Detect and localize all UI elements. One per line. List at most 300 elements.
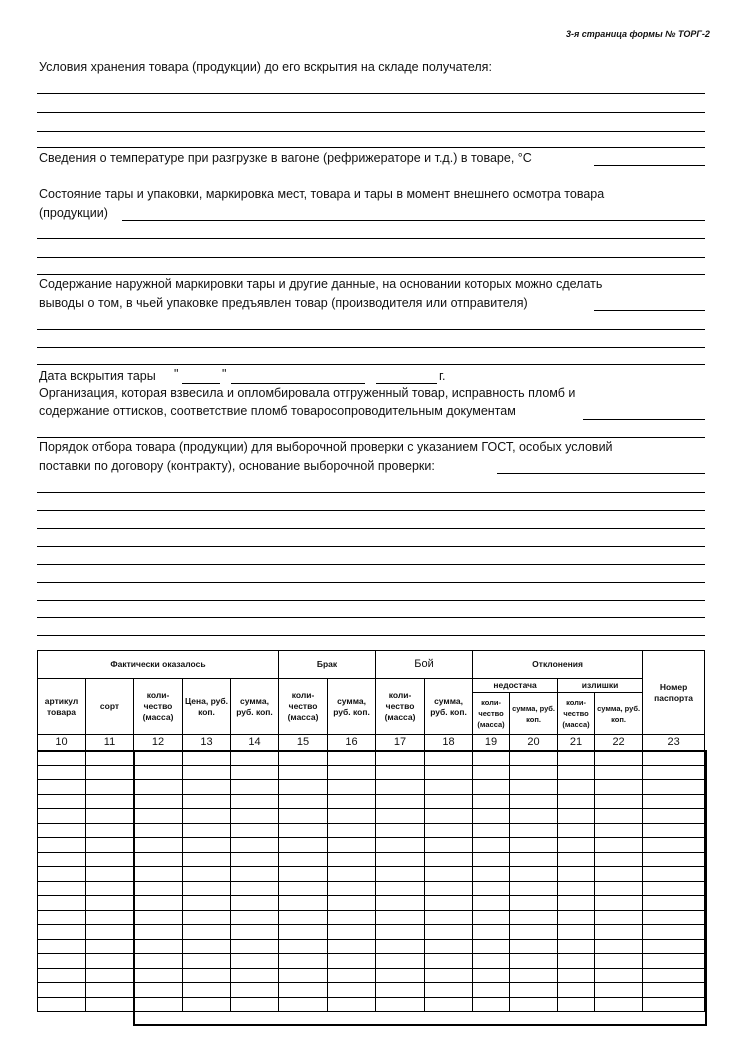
table-cell[interactable]: [595, 809, 643, 824]
table-cell[interactable]: [134, 780, 183, 795]
table-cell[interactable]: [38, 881, 86, 896]
table-cell[interactable]: [558, 852, 595, 867]
table-cell[interactable]: [510, 910, 558, 925]
table-cell[interactable]: [425, 765, 473, 780]
table-cell[interactable]: [279, 751, 328, 766]
table-cell[interactable]: [510, 939, 558, 954]
col-number: 10: [38, 735, 86, 751]
table-cell[interactable]: [328, 794, 376, 809]
table-cell[interactable]: [231, 751, 279, 766]
table-cell[interactable]: [183, 751, 231, 766]
sampling-line-2[interactable]: [37, 510, 705, 511]
table-cell[interactable]: [558, 823, 595, 838]
table-cell[interactable]: [231, 925, 279, 940]
table-cell[interactable]: [643, 867, 705, 882]
table-cell[interactable]: [473, 910, 510, 925]
table-cell[interactable]: [425, 809, 473, 824]
table-cell[interactable]: [231, 809, 279, 824]
table-cell[interactable]: [279, 780, 328, 795]
table-cell[interactable]: [595, 925, 643, 940]
table-cell[interactable]: [643, 939, 705, 954]
table-cell[interactable]: [183, 867, 231, 882]
table-cell[interactable]: [231, 881, 279, 896]
table-cell[interactable]: [425, 968, 473, 983]
table-cell[interactable]: [643, 925, 705, 940]
column-numbers-row: [38, 735, 705, 751]
table-cell[interactable]: [231, 794, 279, 809]
table-cell[interactable]: [279, 910, 328, 925]
table-cell[interactable]: [558, 954, 595, 969]
table-cell[interactable]: [279, 838, 328, 853]
table-cell[interactable]: [473, 925, 510, 940]
table-cell[interactable]: [134, 997, 183, 1012]
table-cell[interactable]: [328, 838, 376, 853]
table-cell[interactable]: [134, 852, 183, 867]
table-cell[interactable]: [328, 954, 376, 969]
table-cell[interactable]: [595, 954, 643, 969]
table-cell[interactable]: [425, 751, 473, 766]
table-cell[interactable]: [328, 780, 376, 795]
table-cell[interactable]: [510, 794, 558, 809]
table-cell[interactable]: [558, 780, 595, 795]
sealing-org-label-1: Организация, которая взвесила и опломбировала отгруженный товар, исправность пломб и: [39, 386, 576, 400]
table-cell[interactable]: [134, 867, 183, 882]
table-cell[interactable]: [38, 751, 86, 766]
table-cell[interactable]: [134, 983, 183, 998]
table-cell[interactable]: [643, 780, 705, 795]
table-cell[interactable]: [279, 997, 328, 1012]
table-cell[interactable]: [38, 867, 86, 882]
table-cell[interactable]: [558, 925, 595, 940]
sampling-line-4[interactable]: [37, 546, 705, 547]
sampling-line-7[interactable]: [37, 600, 705, 601]
table-cell[interactable]: [510, 838, 558, 853]
table-cell[interactable]: [376, 780, 425, 795]
table-cell[interactable]: [473, 939, 510, 954]
table-cell[interactable]: [231, 765, 279, 780]
table-cell[interactable]: [425, 997, 473, 1012]
table-cell[interactable]: [86, 939, 134, 954]
table-cell[interactable]: [279, 939, 328, 954]
table-cell[interactable]: [376, 867, 425, 882]
table-cell[interactable]: [328, 939, 376, 954]
table-cell[interactable]: [86, 838, 134, 853]
table-cell[interactable]: [473, 867, 510, 882]
table-cell[interactable]: [38, 838, 86, 853]
table-cell[interactable]: [38, 968, 86, 983]
table-cell[interactable]: [328, 751, 376, 766]
table-cell[interactable]: [86, 809, 134, 824]
quote-close: ": [222, 367, 227, 381]
table-cell[interactable]: [328, 968, 376, 983]
table-cell[interactable]: [231, 867, 279, 882]
table-cell[interactable]: [134, 823, 183, 838]
temperature-field[interactable]: [594, 165, 705, 166]
table-cell[interactable]: [473, 780, 510, 795]
table-cell[interactable]: [510, 925, 558, 940]
table-cell[interactable]: [425, 925, 473, 940]
table-cell[interactable]: [183, 809, 231, 824]
storage-line-1[interactable]: [37, 93, 705, 94]
table-cell[interactable]: [38, 809, 86, 824]
sampling-field[interactable]: [497, 473, 705, 474]
table-cell[interactable]: [510, 968, 558, 983]
table-cell[interactable]: [510, 896, 558, 911]
table-cell[interactable]: [425, 954, 473, 969]
table-cell[interactable]: [134, 968, 183, 983]
table-cell[interactable]: [643, 997, 705, 1012]
table-cell[interactable]: [279, 867, 328, 882]
table-cell[interactable]: [328, 896, 376, 911]
table-cell[interactable]: [643, 751, 705, 766]
table-cell[interactable]: [595, 780, 643, 795]
table-cell[interactable]: [376, 881, 425, 896]
table-cell[interactable]: [376, 910, 425, 925]
table-cell[interactable]: [38, 823, 86, 838]
table-cell[interactable]: [558, 968, 595, 983]
table-cell[interactable]: [86, 881, 134, 896]
table-cell[interactable]: [425, 838, 473, 853]
table-cell[interactable]: [231, 780, 279, 795]
table-cell[interactable]: [328, 823, 376, 838]
table-cell[interactable]: [473, 823, 510, 838]
sampling-line-3[interactable]: [37, 528, 705, 529]
header-surplus-qty: коли- чество (масса): [558, 693, 595, 735]
table-cell[interactable]: [183, 954, 231, 969]
sampling-label-2: поставки по договору (контракту), основание выборочной проверки:: [39, 459, 435, 473]
page-header: 3-я страница формы № ТОРГ-2: [566, 29, 710, 39]
table-cell[interactable]: [38, 910, 86, 925]
table-cell[interactable]: [425, 852, 473, 867]
table-cell[interactable]: [473, 809, 510, 824]
table-cell[interactable]: [38, 954, 86, 969]
table-cell[interactable]: [279, 954, 328, 969]
sampling-line-9[interactable]: [37, 635, 705, 636]
header-surplus-sum: сумма, руб. коп.: [595, 693, 643, 735]
storage-line-2[interactable]: [37, 112, 705, 113]
table-cell[interactable]: [376, 838, 425, 853]
table-cell[interactable]: [643, 809, 705, 824]
table-cell[interactable]: [134, 910, 183, 925]
table-cell[interactable]: [510, 954, 558, 969]
table-cell[interactable]: [279, 823, 328, 838]
table-cell[interactable]: [279, 852, 328, 867]
table-row: [38, 925, 705, 940]
table-cell[interactable]: [328, 867, 376, 882]
table-cell[interactable]: [376, 809, 425, 824]
table-cell[interactable]: [86, 968, 134, 983]
table-cell[interactable]: [328, 852, 376, 867]
table-cell[interactable]: [86, 751, 134, 766]
table-cell[interactable]: [86, 765, 134, 780]
table-cell[interactable]: [558, 997, 595, 1012]
table-cell[interactable]: [231, 968, 279, 983]
table-cell[interactable]: [425, 910, 473, 925]
table-cell[interactable]: [376, 983, 425, 998]
table-cell[interactable]: [510, 780, 558, 795]
table-cell[interactable]: [376, 925, 425, 940]
table-cell[interactable]: [328, 997, 376, 1012]
table-cell[interactable]: [558, 751, 595, 766]
table-cell[interactable]: [279, 925, 328, 940]
table-cell[interactable]: [134, 954, 183, 969]
table-cell[interactable]: [231, 823, 279, 838]
header-break-sum: сумма, руб. коп.: [425, 679, 473, 735]
table-cell[interactable]: [595, 968, 643, 983]
table-cell[interactable]: [595, 896, 643, 911]
table-cell[interactable]: [38, 780, 86, 795]
table-cell[interactable]: [558, 881, 595, 896]
table-cell[interactable]: [558, 765, 595, 780]
table-cell[interactable]: [425, 881, 473, 896]
table-cell[interactable]: [510, 983, 558, 998]
table-cell[interactable]: [510, 997, 558, 1012]
group-breakage: Бой: [376, 651, 473, 679]
col-number: 11: [86, 735, 134, 751]
table-cell[interactable]: [183, 780, 231, 795]
table-cell[interactable]: [231, 852, 279, 867]
table-cell[interactable]: [376, 765, 425, 780]
table-cell[interactable]: [425, 794, 473, 809]
table-cell[interactable]: [183, 794, 231, 809]
table-cell[interactable]: [473, 838, 510, 853]
table-cell[interactable]: [38, 983, 86, 998]
table-cell[interactable]: [86, 983, 134, 998]
table-cell[interactable]: [279, 809, 328, 824]
table-row: [38, 867, 705, 882]
table-cell[interactable]: [643, 881, 705, 896]
table-cell[interactable]: [134, 881, 183, 896]
table-cell[interactable]: [595, 751, 643, 766]
table-cell[interactable]: [279, 881, 328, 896]
table-cell[interactable]: [38, 794, 86, 809]
table-cell[interactable]: [376, 896, 425, 911]
table-cell[interactable]: [183, 997, 231, 1012]
table-cell[interactable]: [510, 852, 558, 867]
packaging-state-label-1: Состояние тары и упаковки, маркировка мест, товара и тары в момент внешнего осмотра товара: [39, 187, 605, 201]
table-cell[interactable]: [595, 852, 643, 867]
packaging-line-3[interactable]: [37, 257, 705, 258]
table-cell[interactable]: [183, 823, 231, 838]
header-break-qty: коли- чество (масса): [376, 679, 425, 735]
sealing-org-field[interactable]: [583, 419, 705, 420]
table-row: [38, 794, 705, 809]
table-cell[interactable]: [473, 794, 510, 809]
table-cell[interactable]: [134, 765, 183, 780]
table-cell[interactable]: [86, 997, 134, 1012]
table-cell[interactable]: [86, 910, 134, 925]
packaging-line-2[interactable]: [37, 238, 705, 239]
table-cell[interactable]: [473, 765, 510, 780]
table-cell[interactable]: [595, 881, 643, 896]
table-cell[interactable]: [595, 765, 643, 780]
table-cell[interactable]: [183, 925, 231, 940]
table-cell[interactable]: [510, 765, 558, 780]
table-cell[interactable]: [183, 983, 231, 998]
sampling-line-6[interactable]: [37, 582, 705, 583]
table-cell[interactable]: [231, 997, 279, 1012]
table-cell[interactable]: [134, 896, 183, 911]
table-cell[interactable]: [38, 997, 86, 1012]
table-cell[interactable]: [643, 968, 705, 983]
table-cell[interactable]: [86, 852, 134, 867]
col-number: 12: [134, 735, 183, 751]
table-cell[interactable]: [86, 867, 134, 882]
table-cell[interactable]: [86, 925, 134, 940]
external-marking-line-1[interactable]: [37, 329, 705, 330]
table-cell[interactable]: [279, 765, 328, 780]
table-cell[interactable]: [558, 809, 595, 824]
sampling-line-1[interactable]: [37, 492, 705, 493]
table-cell[interactable]: [376, 823, 425, 838]
table-cell[interactable]: [595, 983, 643, 998]
table-cell[interactable]: [510, 881, 558, 896]
table-cell[interactable]: [643, 765, 705, 780]
table-cell[interactable]: [595, 910, 643, 925]
opening-month-field[interactable]: [231, 383, 365, 384]
table-cell[interactable]: [134, 751, 183, 766]
table-cell[interactable]: [279, 794, 328, 809]
table-cell[interactable]: [38, 765, 86, 780]
table-cell[interactable]: [86, 954, 134, 969]
table-cell[interactable]: [595, 997, 643, 1012]
table-cell[interactable]: [86, 896, 134, 911]
table-cell[interactable]: [134, 809, 183, 824]
table-cell[interactable]: [183, 968, 231, 983]
table-cell[interactable]: [231, 983, 279, 998]
table-cell[interactable]: [134, 925, 183, 940]
table-cell[interactable]: [425, 823, 473, 838]
table-cell[interactable]: [510, 751, 558, 766]
table-cell[interactable]: [473, 852, 510, 867]
table-cell[interactable]: [425, 780, 473, 795]
opening-day-field[interactable]: [182, 383, 220, 384]
table-cell[interactable]: [473, 968, 510, 983]
table-row: [38, 910, 705, 925]
table-cell[interactable]: [38, 852, 86, 867]
table-cell[interactable]: [558, 983, 595, 998]
table-cell[interactable]: [473, 896, 510, 911]
table-cell[interactable]: [643, 838, 705, 853]
table-cell[interactable]: [425, 939, 473, 954]
table-cell[interactable]: [643, 983, 705, 998]
table-cell[interactable]: [376, 968, 425, 983]
table-cell[interactable]: [643, 823, 705, 838]
table-cell[interactable]: [473, 751, 510, 766]
table-cell[interactable]: [183, 881, 231, 896]
table-cell[interactable]: [183, 939, 231, 954]
external-marking-field[interactable]: [594, 310, 705, 311]
table-cell[interactable]: [134, 939, 183, 954]
table-cell[interactable]: [279, 896, 328, 911]
sampling-line-5[interactable]: [37, 564, 705, 565]
table-cell[interactable]: [558, 939, 595, 954]
table-cell[interactable]: [558, 867, 595, 882]
table-cell[interactable]: [510, 809, 558, 824]
table-cell[interactable]: [183, 896, 231, 911]
table-cell[interactable]: [376, 997, 425, 1012]
table-cell[interactable]: [279, 968, 328, 983]
table-cell[interactable]: [376, 852, 425, 867]
table-cell[interactable]: [231, 896, 279, 911]
table-cell[interactable]: [328, 925, 376, 940]
table-row: [38, 997, 705, 1012]
table-cell[interactable]: [510, 867, 558, 882]
table-cell[interactable]: [134, 838, 183, 853]
packaging-line-1[interactable]: [122, 220, 705, 221]
table-cell[interactable]: [558, 910, 595, 925]
table-cell[interactable]: [473, 997, 510, 1012]
table-cell[interactable]: [376, 939, 425, 954]
table-cell[interactable]: [425, 867, 473, 882]
table-cell[interactable]: [376, 751, 425, 766]
header-short-sum: сумма, руб. коп.: [510, 693, 558, 735]
table-cell[interactable]: [183, 852, 231, 867]
table-cell[interactable]: [231, 910, 279, 925]
table-cell[interactable]: [473, 881, 510, 896]
table-cell[interactable]: [183, 910, 231, 925]
opening-year-field[interactable]: [376, 383, 437, 384]
table-cell[interactable]: [328, 765, 376, 780]
table-cell[interactable]: [231, 954, 279, 969]
table-cell[interactable]: [473, 954, 510, 969]
table-row: [38, 983, 705, 998]
table-cell[interactable]: [425, 983, 473, 998]
header-passport: Номер паспорта: [643, 651, 705, 735]
header-article: артикул товара: [38, 679, 86, 735]
table-cell[interactable]: [183, 765, 231, 780]
table-cell[interactable]: [425, 896, 473, 911]
table-cell[interactable]: [328, 881, 376, 896]
table-cell[interactable]: [86, 823, 134, 838]
table-cell[interactable]: [38, 939, 86, 954]
table-cell[interactable]: [595, 939, 643, 954]
table-cell[interactable]: [183, 838, 231, 853]
table-cell[interactable]: [231, 838, 279, 853]
table-cell[interactable]: [643, 896, 705, 911]
external-marking-line-2[interactable]: [37, 347, 705, 348]
table-cell[interactable]: [558, 794, 595, 809]
table-cell[interactable]: [279, 983, 328, 998]
table-cell[interactable]: [595, 823, 643, 838]
table-cell[interactable]: [231, 939, 279, 954]
table-cell[interactable]: [376, 954, 425, 969]
table-cell[interactable]: [473, 983, 510, 998]
table-cell[interactable]: [558, 896, 595, 911]
table-cell[interactable]: [558, 838, 595, 853]
table-cell[interactable]: [38, 925, 86, 940]
col-number: 23: [643, 735, 705, 751]
table-cell[interactable]: [376, 794, 425, 809]
table-cell[interactable]: [643, 794, 705, 809]
table-cell[interactable]: [595, 867, 643, 882]
table-cell[interactable]: [328, 809, 376, 824]
table-cell[interactable]: [643, 954, 705, 969]
table-cell[interactable]: [595, 794, 643, 809]
table-cell[interactable]: [643, 852, 705, 867]
table-cell[interactable]: [328, 983, 376, 998]
table-cell[interactable]: [595, 838, 643, 853]
table-cell[interactable]: [510, 823, 558, 838]
table-cell[interactable]: [328, 910, 376, 925]
table-cell[interactable]: [86, 794, 134, 809]
table-cell[interactable]: [134, 794, 183, 809]
storage-line-3[interactable]: [37, 131, 705, 132]
table-cell[interactable]: [38, 896, 86, 911]
sampling-line-8[interactable]: [37, 617, 705, 618]
table-cell[interactable]: [643, 910, 705, 925]
table-cell[interactable]: [86, 780, 134, 795]
